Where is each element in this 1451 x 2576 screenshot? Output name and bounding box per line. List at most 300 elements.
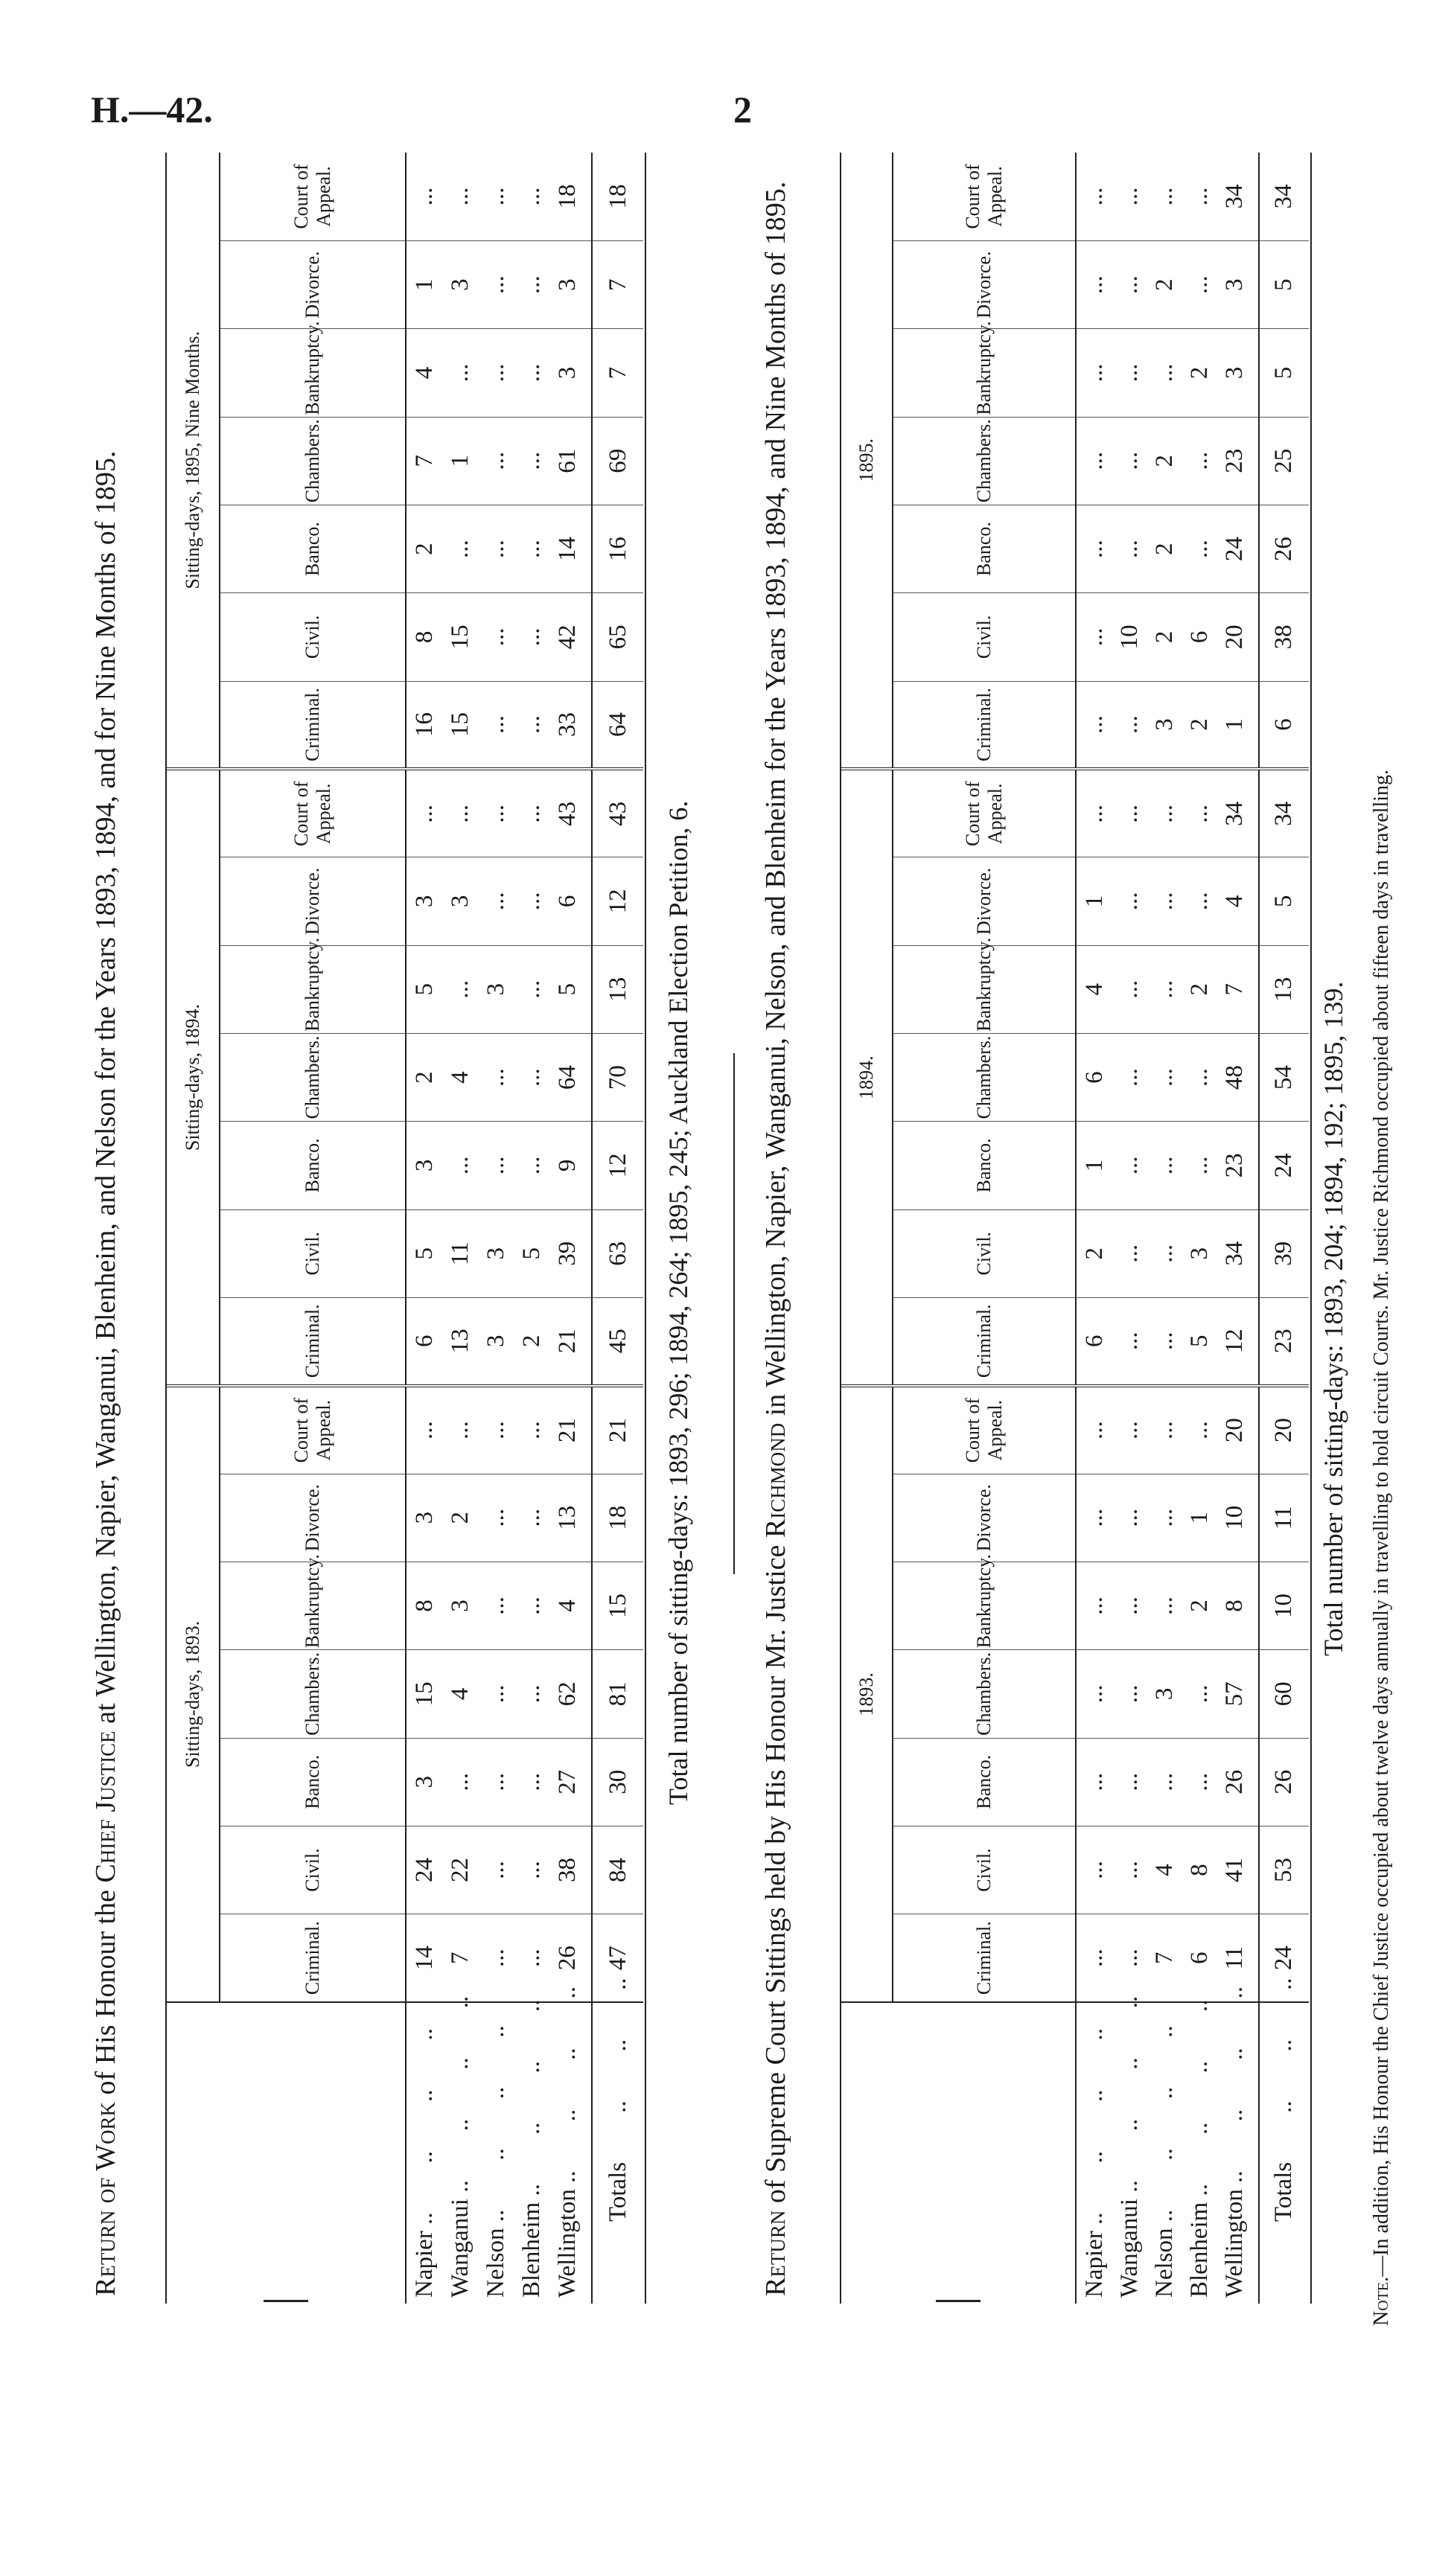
table2-column-header: Criminal. bbox=[893, 681, 1076, 769]
table1-cell: ... bbox=[406, 769, 442, 857]
table1-cell: ... bbox=[514, 1738, 549, 1826]
table1-column-header: Civil. bbox=[220, 593, 406, 681]
table1-cell: 6 bbox=[406, 1297, 442, 1385]
table1-cell: 14 bbox=[549, 505, 593, 592]
table1-column-header: Bankruptcy. bbox=[220, 329, 406, 417]
table2-cell: ... bbox=[1076, 240, 1112, 328]
table2-group-header: 1893. bbox=[841, 1386, 893, 2002]
table2-total-cell: 26 bbox=[1259, 505, 1309, 592]
table1-column-header: Banco. bbox=[220, 1738, 406, 1826]
table2-total-cell: 60 bbox=[1259, 1650, 1309, 1738]
table2-cell: 2 bbox=[1147, 240, 1181, 328]
table1-cell: 64 bbox=[549, 1033, 593, 1121]
table2-cell: ... bbox=[1181, 769, 1216, 857]
table1-cell: ... bbox=[514, 1474, 549, 1562]
table2-cell: ... bbox=[1147, 1738, 1181, 1826]
table2-cell: 3 bbox=[1216, 240, 1259, 328]
table1-stub-header bbox=[167, 2002, 406, 2304]
table2-cell: ... bbox=[1112, 240, 1147, 328]
table2-cell: ... bbox=[1147, 1122, 1181, 1209]
table1-cell: 3 bbox=[406, 1738, 442, 1826]
table1-cell: 3 bbox=[442, 1562, 478, 1649]
table2-cell: ... bbox=[1076, 769, 1112, 857]
table2-cell: ... bbox=[1076, 593, 1112, 681]
table1-totals-label: Totals .. .. .. bbox=[592, 2002, 643, 2304]
table1-total-cell: 12 bbox=[592, 857, 643, 945]
table2-column-header: Banco. bbox=[893, 1122, 1076, 1209]
table2 bbox=[841, 153, 1309, 2304]
table2-totals-row bbox=[1259, 153, 1309, 2304]
table1-cell: ... bbox=[442, 945, 478, 1033]
table1-cell: ... bbox=[514, 857, 549, 945]
footnote: Note.—In addition, His Honour the Chief Justice occupied about twelve days annually in travelling to hold circuit Courts. Mr. Justice Richmond occupied about fifteen days in travelling. bbox=[1370, 769, 1393, 2326]
table2-total-cell: 25 bbox=[1259, 417, 1309, 505]
table1-cell: ... bbox=[514, 681, 549, 769]
table1-cell: 4 bbox=[442, 1650, 478, 1738]
table1-column-header: Divorce. bbox=[220, 857, 406, 945]
table2-cell: ... bbox=[1076, 1474, 1112, 1562]
table1-cell: 1 bbox=[442, 417, 478, 505]
table2-cell: 34 bbox=[1216, 769, 1259, 857]
table1-cell: 39 bbox=[549, 1209, 593, 1297]
table1-cell: ... bbox=[514, 153, 549, 240]
table1-cell: 26 bbox=[549, 1914, 593, 2002]
table2-cell: 1 bbox=[1216, 681, 1259, 769]
table2-cell: 24 bbox=[1216, 505, 1259, 592]
table2-cell: ... bbox=[1076, 153, 1112, 240]
table2-column-header: Chambers. bbox=[893, 1033, 1076, 1121]
table2-cell: 2 bbox=[1181, 681, 1216, 769]
table2-cell: ... bbox=[1181, 1033, 1216, 1121]
table1-group-header: Sitting-days, 1893. bbox=[167, 1386, 220, 2002]
table1-row-label: Wellington .. .. .. .. bbox=[554, 1986, 581, 2298]
table2-cell: 7 bbox=[1147, 1914, 1181, 2002]
table1-total-note: Total number of sitting-days: 1893, 296; 1894, 264; 1895, 245; Auckland Election Petition, 6. bbox=[663, 800, 693, 1805]
table2-cell: 2 bbox=[1147, 417, 1181, 505]
table1-cell: ... bbox=[406, 1386, 442, 1474]
table1-group-header: Sitting-days, 1895, Nine Months. bbox=[167, 153, 220, 769]
table1-cell: ... bbox=[514, 329, 549, 417]
table1-cell: 11 bbox=[442, 1209, 478, 1297]
table2-cell: ... bbox=[1181, 240, 1216, 328]
table2-column-header: Bankruptcy. bbox=[893, 945, 1076, 1033]
table2-total-cell: 24 bbox=[1259, 1122, 1309, 1209]
table1-cell: 22 bbox=[442, 1826, 478, 1914]
table1-cell: 4 bbox=[442, 1033, 478, 1121]
table2-cell: ... bbox=[1181, 153, 1216, 240]
table2-total-cell: 20 bbox=[1259, 1386, 1309, 1474]
table1-cell: 61 bbox=[549, 417, 593, 505]
table1-cell: ... bbox=[514, 505, 549, 592]
table2-cell: 3 bbox=[1147, 1650, 1181, 1738]
table2-total-cell: 5 bbox=[1259, 857, 1309, 945]
table2-column-header: Chambers. bbox=[893, 1650, 1076, 1738]
table2-cell: ... bbox=[1112, 945, 1147, 1033]
table1-cell: ... bbox=[442, 769, 478, 857]
table1-column-header: Criminal. bbox=[220, 1914, 406, 2002]
table2-cell: ... bbox=[1112, 417, 1147, 505]
table1-cell: 7 bbox=[406, 417, 442, 505]
document-reference: H.—42. bbox=[91, 89, 213, 130]
table1-column-header: Civil. bbox=[220, 1209, 406, 1297]
table2-cell: ... bbox=[1147, 1562, 1181, 1649]
table2-cell: 10 bbox=[1216, 1474, 1259, 1562]
table2-cell: ... bbox=[1112, 769, 1147, 857]
table2-row-label: Blenheim .. .. .. .. bbox=[1185, 1999, 1213, 2298]
table1-cell: ... bbox=[478, 1650, 514, 1738]
table1-cell: 8 bbox=[406, 1562, 442, 1649]
table2-cell: ... bbox=[1076, 1562, 1112, 1649]
table1-total-cell: 30 bbox=[592, 1738, 643, 1826]
page-number: 2 bbox=[733, 89, 752, 130]
table1-cell: 2 bbox=[514, 1297, 549, 1385]
table1-cell: ... bbox=[514, 1914, 549, 2002]
table1-cell: 2 bbox=[442, 1474, 478, 1562]
table2-cell: ... bbox=[1112, 1562, 1147, 1649]
table1-total-cell: 69 bbox=[592, 417, 643, 505]
table1-cell: 3 bbox=[442, 857, 478, 945]
table2-cell: ... bbox=[1181, 417, 1216, 505]
table2-total-cell: 39 bbox=[1259, 1209, 1309, 1297]
table2-column-header: Banco. bbox=[893, 1738, 1076, 1826]
table1-total-cell: 16 bbox=[592, 505, 643, 592]
table1-total-cell: 81 bbox=[592, 1650, 643, 1738]
table2-cell: ... bbox=[1076, 505, 1112, 592]
table2-title: Return of Supreme Court Sittings held by His Honour Mr. Justice Richmond in Wellington, Napier, Wanganui, Nelson, and Blenheim for the Years 1893, 1894, and Nine Months of 1895. bbox=[760, 181, 791, 2296]
table1-cell: 18 bbox=[549, 153, 593, 240]
table2-totals-label: Totals .. .. .. bbox=[1259, 2002, 1309, 2304]
table1-cell: 5 bbox=[549, 945, 593, 1033]
table2-cell: ... bbox=[1181, 505, 1216, 592]
table1-cell: 15 bbox=[442, 593, 478, 681]
table2-cell: 6 bbox=[1181, 1914, 1216, 2002]
table1-cell: ... bbox=[478, 1033, 514, 1121]
table2-cell: ... bbox=[1112, 153, 1147, 240]
table2-table-row bbox=[1216, 153, 1259, 2304]
table1-cell: 13 bbox=[442, 1297, 478, 1385]
table1-title: Return of Work of His Honour the Chief Justice at Wellington, Napier, Wanganui, Blenheim, and Nelson for the Years 1893, 1894, and for Nine Months of 1895. bbox=[90, 450, 121, 2296]
table2-column-header: Criminal. bbox=[893, 1914, 1076, 2002]
table2-total-cell: 5 bbox=[1259, 240, 1309, 328]
table2-cell: 1 bbox=[1181, 1474, 1216, 1562]
table1-total-cell: 65 bbox=[592, 593, 643, 681]
table1-table-row bbox=[442, 153, 478, 2304]
table2-cell: ... bbox=[1112, 1122, 1147, 1209]
table2-cell: ... bbox=[1076, 417, 1112, 505]
table2-column-header: Court of Appeal. bbox=[893, 1386, 1076, 1474]
table2-cell: 2 bbox=[1076, 1209, 1112, 1297]
table2-cell: 10 bbox=[1112, 593, 1147, 681]
table2-row-label: Napier .. .. .. .. bbox=[1080, 2027, 1108, 2298]
table2-column-header: Divorce. bbox=[893, 1474, 1076, 1562]
table2-cell: 2 bbox=[1181, 329, 1216, 417]
table2-cell: ... bbox=[1181, 1386, 1216, 1474]
table2-grid bbox=[841, 153, 1309, 2304]
table2-column-header: Civil. bbox=[893, 1209, 1076, 1297]
table1-totals-row bbox=[592, 153, 643, 2304]
table2-cell: 8 bbox=[1216, 1562, 1259, 1649]
table1-column-header: Bankruptcy. bbox=[220, 945, 406, 1033]
table1-table-row bbox=[549, 153, 593, 2304]
table2-row-label: Wanganui .. .. .. .. bbox=[1115, 1995, 1143, 2298]
table2-column-header: Civil. bbox=[893, 1826, 1076, 1914]
table1-total-cell: 18 bbox=[592, 1474, 643, 1562]
table2-total-cell: 5 bbox=[1259, 329, 1309, 417]
table2-cell: ... bbox=[1076, 1650, 1112, 1738]
table2-cell: ... bbox=[1147, 1297, 1181, 1385]
table1-column-header: Banco. bbox=[220, 505, 406, 592]
table1-cell: ... bbox=[514, 593, 549, 681]
table1-cell: 3 bbox=[442, 240, 478, 328]
table2-cell: ... bbox=[1112, 857, 1147, 945]
table2-cell: ... bbox=[1147, 329, 1181, 417]
table1-column-header: Banco. bbox=[220, 1122, 406, 1209]
table1-cell: 13 bbox=[549, 1474, 593, 1562]
rotated-page-content bbox=[0, 108, 1451, 2438]
table1-cell: 27 bbox=[549, 1738, 593, 1826]
table2-cell: 3 bbox=[1181, 1209, 1216, 1297]
table1-cell: ... bbox=[514, 1650, 549, 1738]
table2-cell: 34 bbox=[1216, 1209, 1259, 1297]
table2-cell: 6 bbox=[1076, 1033, 1112, 1121]
table1-row-label: Blenheim .. .. .. .. bbox=[517, 1999, 545, 2298]
table2-cell: ... bbox=[1112, 1297, 1147, 1385]
table2-cell: 6 bbox=[1076, 1297, 1112, 1385]
table1-cell: 15 bbox=[442, 681, 478, 769]
table2-cell: ... bbox=[1076, 1738, 1112, 1826]
table2-cell: 11 bbox=[1216, 1914, 1259, 2002]
table1-column-header: Bankruptcy. bbox=[220, 1562, 406, 1649]
table2-row-label: Wellington .. .. .. .. bbox=[1220, 1986, 1248, 2298]
table1-column-header: Chambers. bbox=[220, 1033, 406, 1121]
table1-total-cell: 64 bbox=[592, 681, 643, 769]
table1-cell: ... bbox=[442, 505, 478, 592]
table2-total-cell: 13 bbox=[1259, 945, 1309, 1033]
table1-table-row bbox=[478, 153, 514, 2304]
table2-cell: 48 bbox=[1216, 1033, 1259, 1121]
table1-cell: 16 bbox=[406, 681, 442, 769]
table1-total-cell: 70 bbox=[592, 1033, 643, 1121]
table1 bbox=[167, 153, 643, 2304]
table1-cell: 24 bbox=[406, 1826, 442, 1914]
table1-cell: 3 bbox=[549, 240, 593, 328]
table1-cell: ... bbox=[442, 1738, 478, 1826]
table2-total-cell: 26 bbox=[1259, 1738, 1309, 1826]
table2-cell: ... bbox=[1181, 1122, 1216, 1209]
table2-cell: ... bbox=[1112, 1738, 1147, 1826]
table2-cell: ... bbox=[1147, 857, 1181, 945]
table2-cell: 23 bbox=[1216, 1122, 1259, 1209]
table2-column-header: Bankruptcy. bbox=[893, 1562, 1076, 1649]
table2-cell: 20 bbox=[1216, 1386, 1259, 1474]
table1-cell: ... bbox=[478, 153, 514, 240]
table1-cell: ... bbox=[514, 240, 549, 328]
table1-cell: ... bbox=[514, 769, 549, 857]
table1-bottom-rule bbox=[645, 153, 646, 2304]
table1-cell: 7 bbox=[442, 1914, 478, 2002]
table2-total-cell: 23 bbox=[1259, 1297, 1309, 1385]
table1-total-cell: 45 bbox=[592, 1297, 643, 1385]
table1-cell: 2 bbox=[406, 505, 442, 592]
table1-cell: ... bbox=[478, 1474, 514, 1562]
table1-column-header: Court of Appeal. bbox=[220, 769, 406, 857]
table1-total-cell: 12 bbox=[592, 1122, 643, 1209]
table2-cell: ... bbox=[1112, 1033, 1147, 1121]
table1-cell: ... bbox=[478, 1826, 514, 1914]
table2-cell: 4 bbox=[1147, 1826, 1181, 1914]
table1-column-header: Divorce. bbox=[220, 240, 406, 328]
table1-cell: 3 bbox=[549, 329, 593, 417]
table1-column-header: Criminal. bbox=[220, 681, 406, 769]
table2-total-cell: 34 bbox=[1259, 153, 1309, 240]
table1-grid bbox=[167, 153, 643, 2304]
table2-cell: 3 bbox=[1147, 681, 1181, 769]
table1-cell: 9 bbox=[549, 1122, 593, 1209]
table2-table-row bbox=[1112, 153, 1147, 2304]
separator-rule bbox=[733, 1053, 735, 1574]
table2-column-header: Criminal. bbox=[893, 1297, 1076, 1385]
table1-cell: 3 bbox=[478, 1297, 514, 1385]
table1-total-cell: 47 bbox=[592, 1914, 643, 2002]
table2-cell: 2 bbox=[1147, 593, 1181, 681]
table2-column-header: Court of Appeal. bbox=[893, 769, 1076, 857]
table2-cell: ... bbox=[1147, 945, 1181, 1033]
table2-cell: ... bbox=[1181, 1650, 1216, 1738]
table2-table-row bbox=[1076, 153, 1112, 2304]
table2-cell: ... bbox=[1076, 329, 1112, 417]
table2-cell: ... bbox=[1076, 681, 1112, 769]
table2-cell: 57 bbox=[1216, 1650, 1259, 1738]
table1-cell: ... bbox=[514, 1033, 549, 1121]
table1-cell: 42 bbox=[549, 593, 593, 681]
table1-cell: 3 bbox=[406, 1474, 442, 1562]
table2-cell: ... bbox=[1147, 153, 1181, 240]
table2-stub-header bbox=[841, 2002, 1076, 2304]
table1-total-cell: 84 bbox=[592, 1826, 643, 1914]
table2-cell: ... bbox=[1147, 1209, 1181, 1297]
table1-cell: 15 bbox=[406, 1650, 442, 1738]
table2-group-header: 1894. bbox=[841, 769, 893, 1385]
table1-cell: ... bbox=[442, 1386, 478, 1474]
table1-cell: 8 bbox=[406, 593, 442, 681]
table2-cell: 23 bbox=[1216, 417, 1259, 505]
table1-cell: 43 bbox=[549, 769, 593, 857]
table2-cell: ... bbox=[1112, 681, 1147, 769]
table1-total-cell: 7 bbox=[592, 240, 643, 328]
table2-cell: 12 bbox=[1216, 1297, 1259, 1385]
table2-cell: 2 bbox=[1147, 505, 1181, 592]
table1-cell: 21 bbox=[549, 1297, 593, 1385]
table1-cell: ... bbox=[514, 1386, 549, 1474]
table1-cell: ... bbox=[442, 1122, 478, 1209]
table2-cell: ... bbox=[1147, 1386, 1181, 1474]
table1-cell: ... bbox=[442, 153, 478, 240]
table1-cell: ... bbox=[478, 417, 514, 505]
table1-table-row bbox=[514, 153, 549, 2304]
table1-group-header: Sitting-days, 1894. bbox=[167, 769, 220, 1385]
table1-cell: 1 bbox=[406, 240, 442, 328]
table2-cell: 26 bbox=[1216, 1738, 1259, 1826]
table2-cell: 1 bbox=[1076, 857, 1112, 945]
table2-total-cell: 38 bbox=[1259, 593, 1309, 681]
table1-cell: 14 bbox=[406, 1914, 442, 2002]
table2-cell: 20 bbox=[1216, 593, 1259, 681]
table1-cell: 38 bbox=[549, 1826, 593, 1914]
table1-total-cell: 43 bbox=[592, 769, 643, 857]
table1-total-cell: 21 bbox=[592, 1386, 643, 1474]
table2-cell: ... bbox=[1112, 505, 1147, 592]
table1-total-cell: 13 bbox=[592, 945, 643, 1033]
table2-cell: ... bbox=[1181, 1738, 1216, 1826]
table1-cell: ... bbox=[514, 417, 549, 505]
table1-cell: ... bbox=[478, 240, 514, 328]
table2-cell: 1 bbox=[1076, 1122, 1112, 1209]
table1-cell: ... bbox=[478, 1386, 514, 1474]
table1-total-cell: 15 bbox=[592, 1562, 643, 1649]
table2-total-cell: 6 bbox=[1259, 681, 1309, 769]
table2-column-header: Banco. bbox=[893, 505, 1076, 592]
table2-total-cell: 54 bbox=[1259, 1033, 1309, 1121]
table1-cell: ... bbox=[442, 329, 478, 417]
table2-total-note: Total number of sitting-days: 1893, 204; 1894, 192; 1895, 139. bbox=[1318, 981, 1348, 1656]
table1-row-label: Wanganui .. .. .. .. bbox=[446, 1995, 473, 2298]
table1-cell: ... bbox=[514, 1122, 549, 1209]
table2-total-cell: 24 bbox=[1259, 1914, 1309, 2002]
table1-cell: ... bbox=[478, 593, 514, 681]
table2-column-header: Court of Appeal. bbox=[893, 153, 1076, 240]
table1-cell: 3 bbox=[406, 1122, 442, 1209]
table2-row-label: Nelson .. .. .. .. bbox=[1150, 2025, 1178, 2298]
table1-cell: 3 bbox=[478, 1209, 514, 1297]
table2-table-row bbox=[1147, 153, 1181, 2304]
dash-mark bbox=[936, 2300, 980, 2302]
table1-row-label: Napier .. .. .. .. bbox=[411, 2027, 439, 2298]
table2-cell: 6 bbox=[1181, 593, 1216, 681]
table1-column-header: Court of Appeal. bbox=[220, 1386, 406, 1474]
table1-cell: ... bbox=[514, 1562, 549, 1649]
table1-cell: ... bbox=[478, 1562, 514, 1649]
table1-cell: ... bbox=[478, 769, 514, 857]
table2-cell: 2 bbox=[1181, 945, 1216, 1033]
table2-cell: ... bbox=[1112, 1650, 1147, 1738]
table1-row-label: Nelson .. .. .. .. bbox=[482, 2025, 509, 2298]
table1-cell: ... bbox=[478, 1122, 514, 1209]
table1-total-cell: 63 bbox=[592, 1209, 643, 1297]
table1-column-header: Court of Appeal. bbox=[220, 153, 406, 240]
table1-cell: ... bbox=[478, 857, 514, 945]
table2-cell: ... bbox=[1076, 1826, 1112, 1914]
table2-cell: 4 bbox=[1076, 945, 1112, 1033]
table1-cell: 3 bbox=[478, 945, 514, 1033]
table1-cell: 5 bbox=[406, 945, 442, 1033]
table2-cell: 2 bbox=[1181, 1562, 1216, 1649]
table2-cell: ... bbox=[1147, 1033, 1181, 1121]
table2-total-cell: 11 bbox=[1259, 1474, 1309, 1562]
table2-cell: 5 bbox=[1181, 1297, 1216, 1385]
table2-cell: ... bbox=[1147, 1474, 1181, 1562]
table2-cell: 4 bbox=[1216, 857, 1259, 945]
table1-cell: ... bbox=[478, 505, 514, 592]
table1-cell: ... bbox=[478, 681, 514, 769]
table1-cell: ... bbox=[478, 329, 514, 417]
table2-column-header: Divorce. bbox=[893, 857, 1076, 945]
table1-cell: ... bbox=[514, 945, 549, 1033]
dash-mark bbox=[264, 2300, 308, 2302]
table2-cell: 34 bbox=[1216, 153, 1259, 240]
table1-cell: 4 bbox=[406, 329, 442, 417]
table1-cell: ... bbox=[478, 1914, 514, 2002]
table2-cell: ... bbox=[1112, 1386, 1147, 1474]
